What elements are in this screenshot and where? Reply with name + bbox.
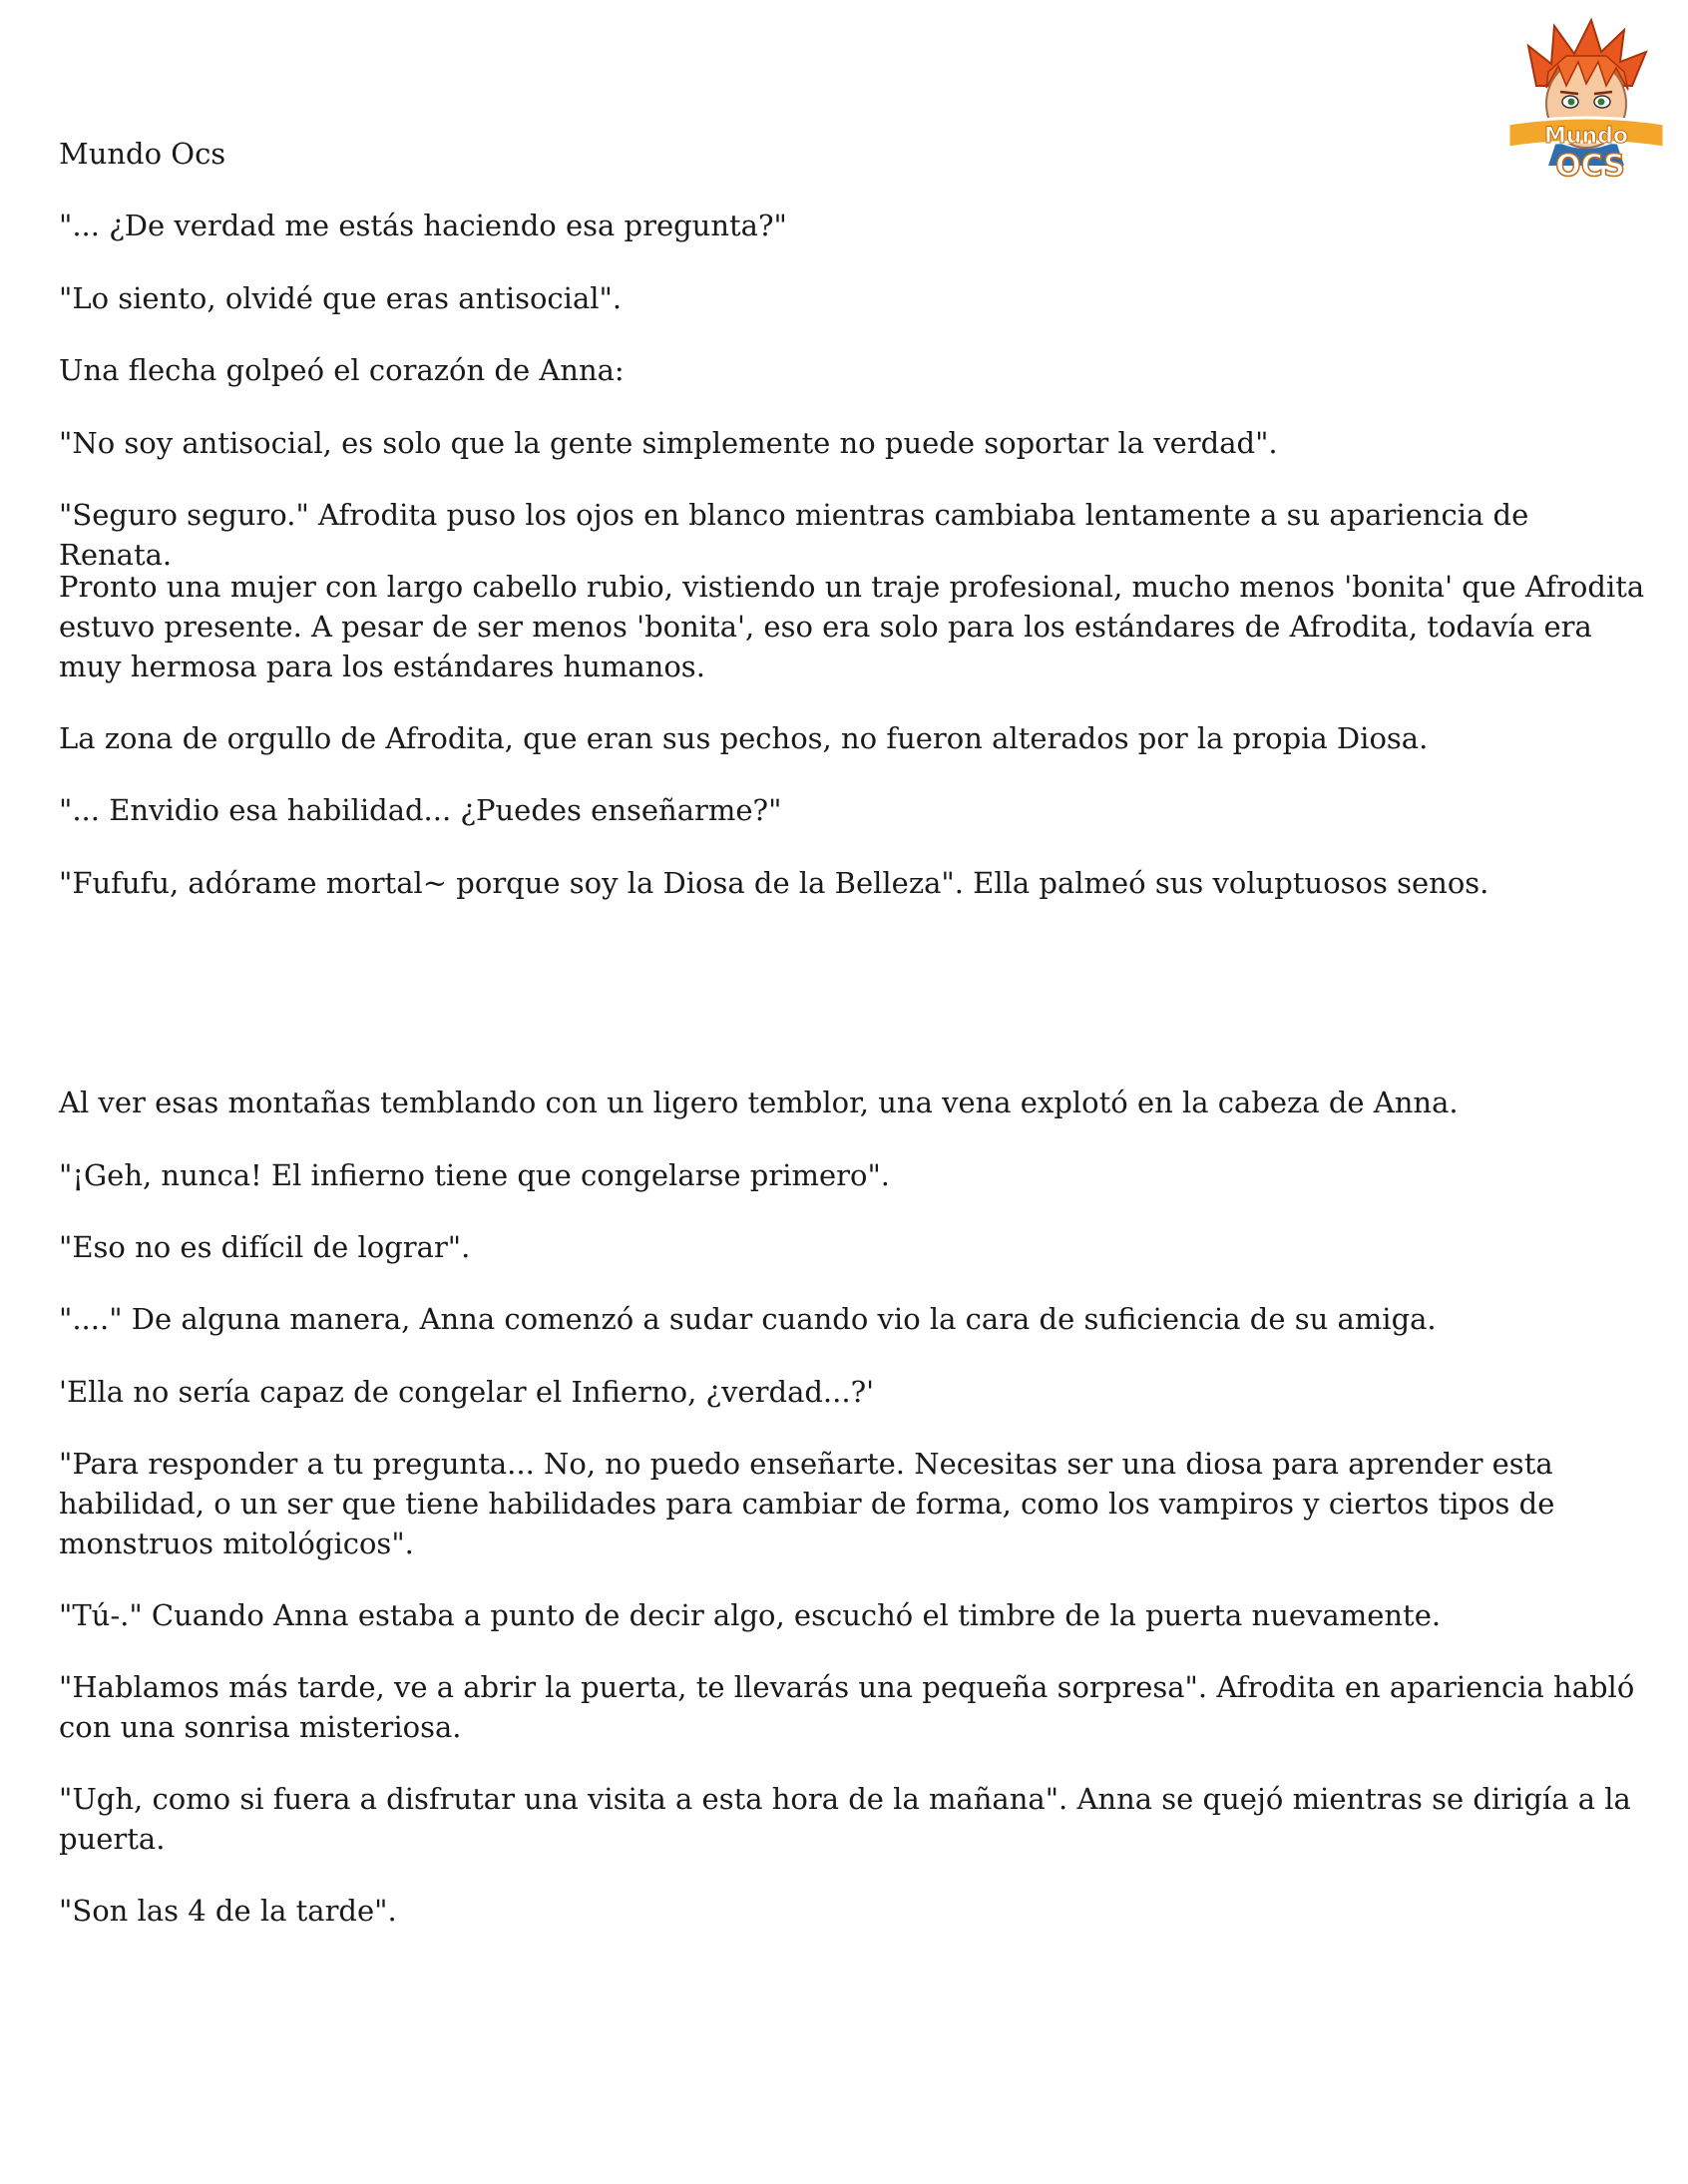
paragraph: "Fufufu, adórame mortal~ porque soy la Diosa de la Belleza". Ella palmeó sus voluptuosos senos.	[59, 866, 1489, 900]
paragraph: "Seguro seguro." Afrodita puso los ojos en blanco mientras cambiaba lentamente a su apariencia de Renata.	[59, 498, 1529, 572]
paragraph: "Eso no es difícil de lograr".	[59, 1230, 471, 1264]
svg-text:Mundo: Mundo	[1543, 124, 1629, 149]
paragraph: Pronto una mujer con largo cabello rubio, vistiendo un traje profesional, mucho menos 'bonita' que Afrodita estuvo presente. A pesar de ser menos 'bonita', eso era solo para los estándares de Afrodita, todavía era muy hermosa para los estándares humanos.	[59, 570, 1645, 683]
paragraph: "No soy antisocial, es solo que la gente simplemente no puede soportar la verdad".	[59, 426, 1278, 460]
paragraph: "Tú-." Cuando Anna estaba a punto de decir algo, escuchó el timbre de la puerta nuevamente.	[59, 1598, 1442, 1632]
paragraph: "Para responder a tu pregunta... No, no puedo enseñarte. Necesitas ser una diosa para aprender esta habilidad, o un ser que tiene habilidades para cambiar de forma, como los vampiros y ciertos tipos de monstruos mitológicos".	[59, 1447, 1555, 1560]
paragraph: Una flecha golpeó el corazón de Anna:	[59, 353, 625, 387]
paragraph: "... ¿De verdad me estás haciendo esa pregunta?"	[59, 209, 787, 242]
svg-text:OCS: OCS	[1555, 149, 1625, 181]
mundo-ocs-logo	[1506, 16, 1666, 181]
paragraph: "... Envidio esa habilidad... ¿Puedes enseñarme?"	[59, 793, 782, 827]
paragraph: 'Ella no sería capaz de congelar el Infierno, ¿verdad...?'	[59, 1375, 875, 1409]
paragraph: "Lo siento, olvidé que eras antisocial".	[59, 281, 623, 315]
paragraph: La zona de orgullo de Afrodita, que eran sus pechos, no fueron alterados por la propia Diosa.	[59, 721, 1429, 755]
paragraph: "...." De alguna manera, Anna comenzó a sudar cuando vio la cara de suficiencia de su amiga.	[59, 1302, 1437, 1336]
paragraph: "¡Geh, nunca! El infierno tiene que congelarse primero".	[59, 1158, 891, 1192]
document-header-title: Mundo Ocs	[59, 137, 226, 171]
paragraph: "Hablamos más tarde, ve a abrir la puerta, te llevarás una pequeña sorpresa". Afrodita en apariencia habló con una sonrisa misteriosa.	[59, 1670, 1635, 1744]
paragraph: Al ver esas montañas temblando con un ligero temblor, una vena explotó en la cabeza de Anna.	[59, 1086, 1459, 1119]
paragraph: "Son las 4 de la tarde".	[59, 1894, 397, 1928]
paragraph: "Ugh, como si fuera a disfrutar una visita a esta hora de la mañana". Anna se quejó mientras se dirigía a la puerta.	[59, 1782, 1631, 1856]
